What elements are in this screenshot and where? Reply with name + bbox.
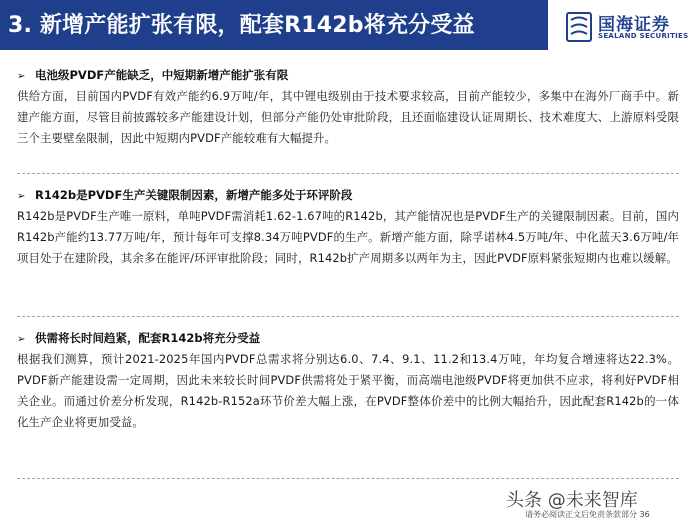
bullet-arrow-icon: ➢ [17, 334, 26, 345]
logo-english-name: SEALAND SECURITIES [598, 32, 689, 40]
bullet-arrow-icon: ➢ [17, 191, 26, 202]
section-body: 根据我们测算，预计2021-2025年国内PVDF总需求将分别达6.0、7.4、9.1、11.2和13.4万吨，年均复合增速将达22.3%。PVDF新产能建设需一定周期，因此未来较长时间PVDF供需将处于紧平衡，而高端电池级PVDF将更加供不应求，将利好PVDF相关企业。而通过价差分析发现，R142b-R152a环节价差大幅上涨，在PVDF整体价差中的比例大幅抬升，因此配套R142b的一体化生产企业将更加受益。 [17, 352, 679, 429]
section-heading-text: R142b是PVDF生产关键限制因素，新增产能多处于环评阶段 [35, 188, 353, 202]
section-body: 供给方面，目前国内PVDF有效产能约6.9万吨/年，其中锂电级别由于技术要求较高，目前产能较少，多集中在海外厂商手中。新建产能方面，尽管目前披露较多产能建设计划，但部分产能仍处审批阶段，且还面临建设认证周期长、技术难度大、上游原料受限三个主要壁垒限制，因此中短期内PVDF产能较难有大幅提升。 [17, 89, 679, 145]
section-supply [17, 64, 679, 149]
section-heading-text: 电池级PVDF产能缺乏，中短期新增产能扩张有限 [35, 68, 289, 82]
divider [17, 173, 679, 174]
section-heading [17, 64, 679, 86]
divider [17, 478, 679, 479]
section-heading-text: 供需将长时间趋紧，配套R142b将充分受益 [35, 331, 261, 345]
page-title: 3. 新增产能扩张有限，配套R142b将充分受益 [8, 13, 475, 38]
title-bar [0, 0, 548, 50]
logo-chinese-name: 国海证券 [598, 15, 670, 35]
watermark: 头条 @未来智库 [506, 490, 638, 511]
section-heading [17, 184, 679, 206]
section-body: R142b是PVDF生产唯一原料，单吨PVDF需消耗1.62-1.67吨的R142b，其产能情况也是PVDF生产的关键限制因素。目前，国内R142b产能约13.77万吨/年，预计每年可支撑8.34万吨PVDF的生产。新增产能方面，除孚诺林4.5万吨/年、中化蓝天3.6万吨/年项目处于在建阶段，其余多在能评/环评审批阶段；同时，R142b扩产周期多以两年为主，因此PVDF原料紧张短期内也难以缓解。 [17, 209, 679, 265]
section-r142b [17, 184, 679, 269]
seal-logo-icon [566, 12, 592, 42]
section-demand [17, 327, 679, 433]
section-heading [17, 327, 679, 349]
divider [17, 316, 679, 317]
footer-disclaimer: 请务必阅读正文后免责条款部分 36 [525, 510, 650, 519]
company-logo [566, 8, 696, 46]
bullet-arrow-icon: ➢ [17, 71, 26, 82]
